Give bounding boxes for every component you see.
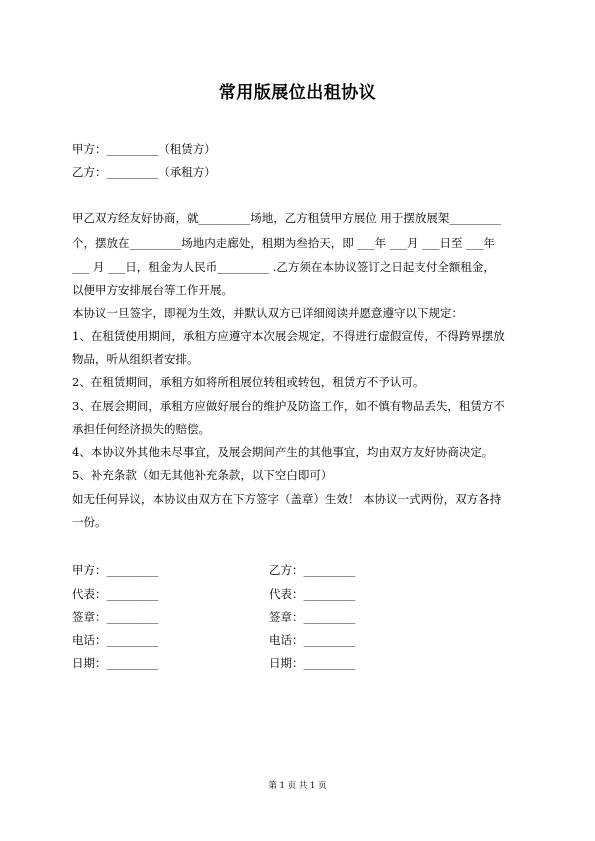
party-b-line: 乙方：_________（承租方）: [72, 165, 216, 179]
body-line: 甲乙双方经友好协商，就_________场地，乙方租赁甲方展位 用于摆放展架_________: [72, 211, 502, 225]
sig-phone-a: 电话：_________: [72, 633, 159, 647]
closing-line: 一份。: [72, 515, 107, 529]
sig-phone-b: 电话：_________: [269, 633, 356, 647]
clause-3-line: 3、在展会期间，承租方应做好展台的维护及防盗工作，如不慎有物品丢失，租赁方不: [72, 399, 505, 413]
closing-line: 如无任何异议，本协议由双方在下方签字（盖章）生效！ 本协议一式两份，双方各持: [72, 492, 502, 506]
clause-5-line: 5、补充条款（如无其他补充条款，以下空白即可）: [72, 468, 333, 482]
sig-seal-b: 签章：_________: [269, 610, 356, 624]
clause-4-line: 4、本协议外其他未尽事宜，及展会期间产生的其他事宜，均由双方友好协商决定。: [72, 445, 494, 459]
body-line: 本协议一旦签字，即视为生效，并默认双方已详细阅读并愿意遵守以下规定：: [72, 306, 463, 320]
sig-party-a: 甲方：_________: [72, 563, 159, 577]
body-line: ___ 月 ___日，租金为人民币_________ .乙方须在本协议签订之日起支付全额租金，: [72, 260, 495, 274]
clause-2-line: 2、在租赁期间，承租方如将所租展位转租或转包，租赁方不予认可。: [72, 375, 425, 389]
clause-3-line: 承担任何经济损失的赔偿。: [72, 422, 210, 436]
sig-rep-a: 代表：_________: [72, 587, 159, 601]
body-line: 个，摆放在_________场地内走廊处，租期为叁拾天，即 ___年 ___月 ___日至 ___年: [72, 236, 495, 250]
sig-seal-a: 签章：_________: [72, 610, 159, 624]
clause-1-line: 物品，听从组织者安排。: [72, 352, 199, 366]
sig-rep-b: 代表：_________: [269, 587, 356, 601]
party-a-line: 甲方：_________（租赁方）: [72, 142, 216, 156]
body-line: 以便甲方安排展台等工作开展。: [72, 283, 233, 297]
page-footer: 第 1 页 共 1 页: [268, 781, 327, 791]
clause-1-line: 1、在租赁使用期间，承租方应遵守本次展会规定，不得进行虚假宣传，不得跨界摆放: [72, 329, 505, 343]
document-title: 常用版展位出租协议: [218, 83, 377, 103]
sig-party-b: 乙方：_________: [269, 563, 356, 577]
sig-date-a: 日期：_________: [72, 656, 159, 670]
sig-date-b: 日期：_________: [269, 656, 356, 670]
